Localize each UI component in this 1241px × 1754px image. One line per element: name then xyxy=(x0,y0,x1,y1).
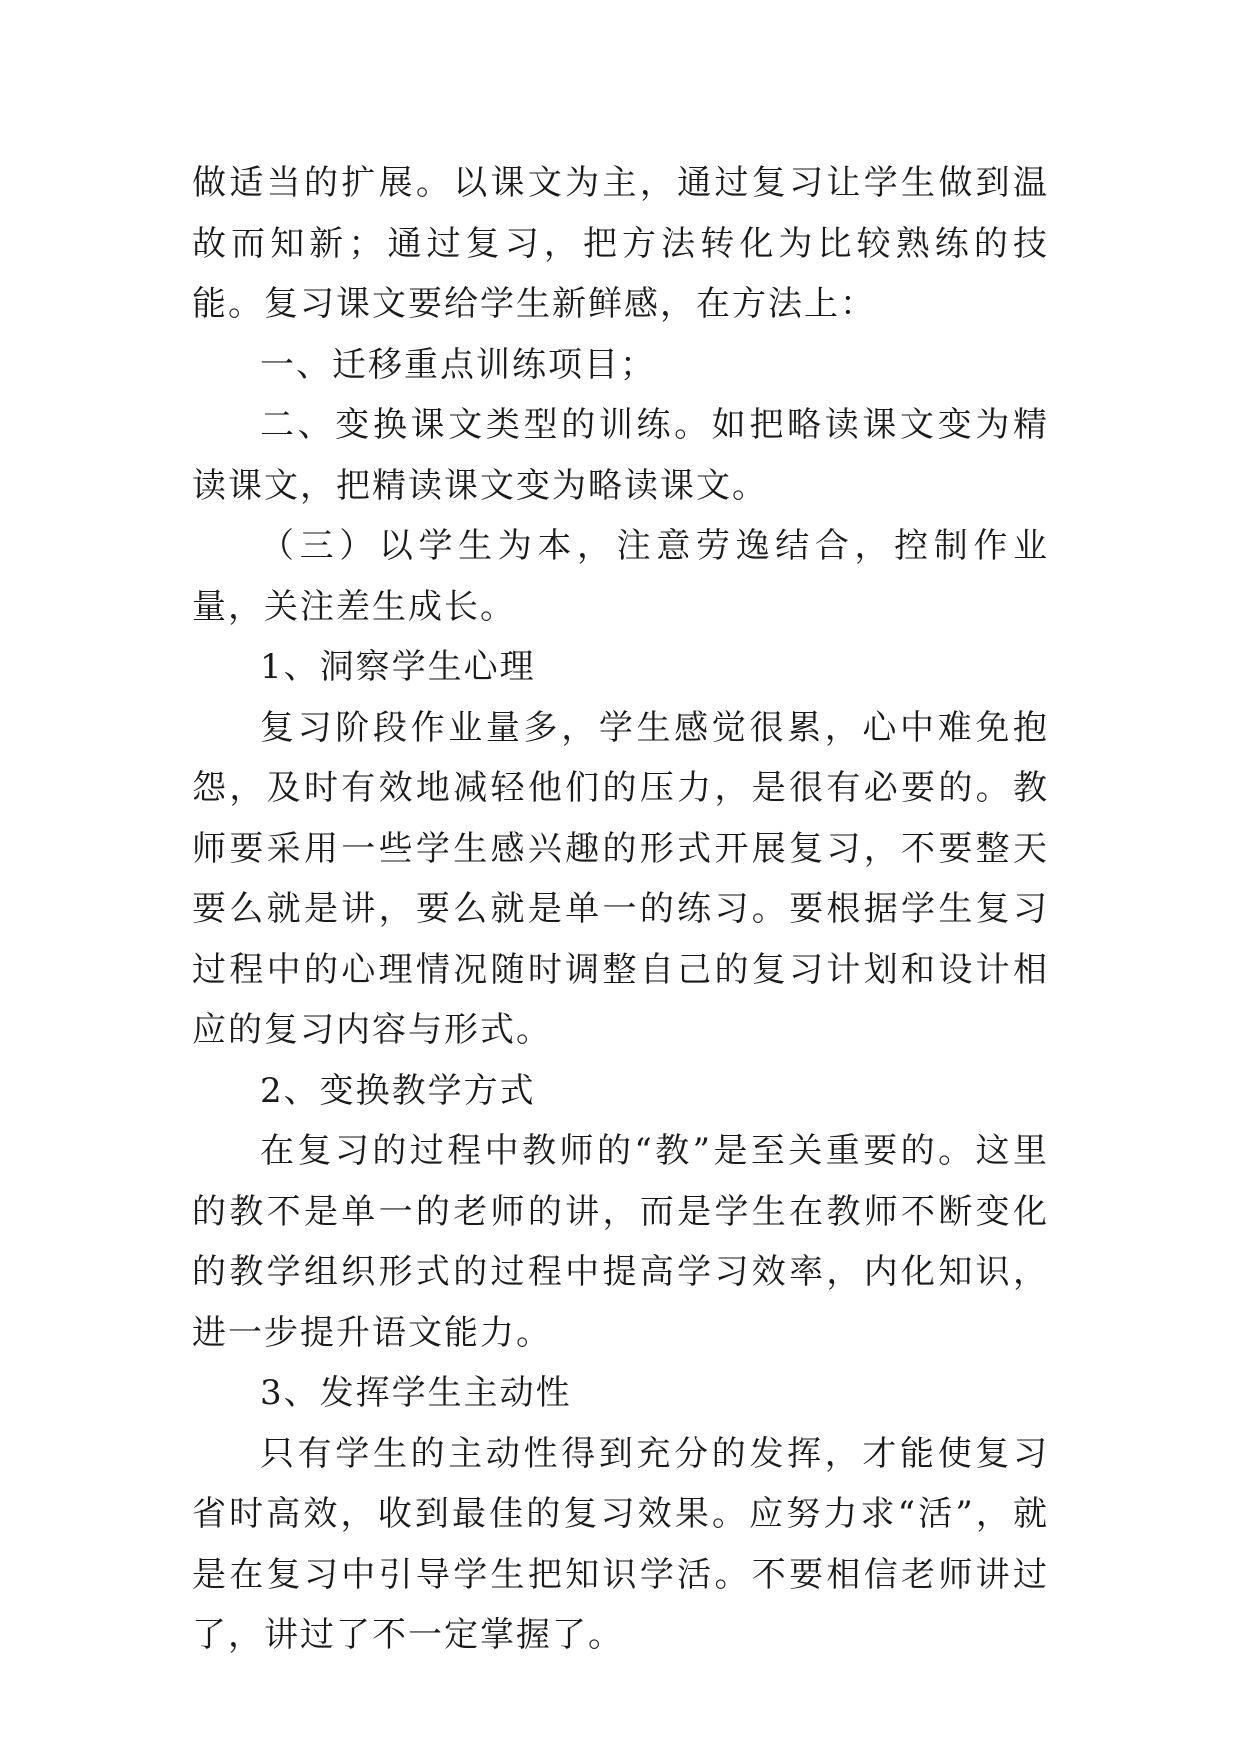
list-item-2: 二、变换课文类型的训练。如把略读课文变为精读课文，把精读课文变为略读课文。 xyxy=(192,405,1049,506)
paragraph-continuation: 做适当的扩展。以课文为主，通过复习让学生做到温故而知新；通过复习，把方法转化为比较熟练的技能。复习课文要给学生新鲜感，在方法上： xyxy=(192,163,1049,324)
subheading-2: 2、变换教学方式 xyxy=(260,1070,536,1111)
list-item-1: 一、迁移重点训练项目； xyxy=(260,344,656,385)
paragraph-2: 在复习的过程中教师的“教”是至关重要的。这里的教不是单一的老师的讲，而是学生在教师不断变化的教学组织形式的过程中提高学习效率，内化知识，进一步提升语文能力。 xyxy=(192,1131,1049,1353)
document-body xyxy=(192,153,1049,1666)
subheading-3: 3、发挥学生主动性 xyxy=(260,1373,572,1413)
section-heading-3: （三）以学生为本，注意劳逸结合，控制作业量，关注差生成长。 xyxy=(192,526,1049,627)
paragraph-1: 复习阶段作业量多，学生感觉很累，心中难免抱怨，及时有效地减轻他们的压力，是很有必要的。教师要采用一些学生感兴趣的形式开展复习，不要整天要么就是讲，要么就是单一的练习。要根据学生复习过程中的心理情况随时调整自己的复习计划和设计相应的复习内容与形式。 xyxy=(192,707,1049,1050)
paragraph-3: 只有学生的主动性得到充分的发挥，才能使复习省时高效，收到最佳的复习效果。应努力求“活”，就是在复习中引导学生把知识学活。不要相信老师讲过了，讲过了不一定掌握了。 xyxy=(192,1433,1049,1655)
subheading-1: 1、洞察学生心理 xyxy=(260,647,536,687)
